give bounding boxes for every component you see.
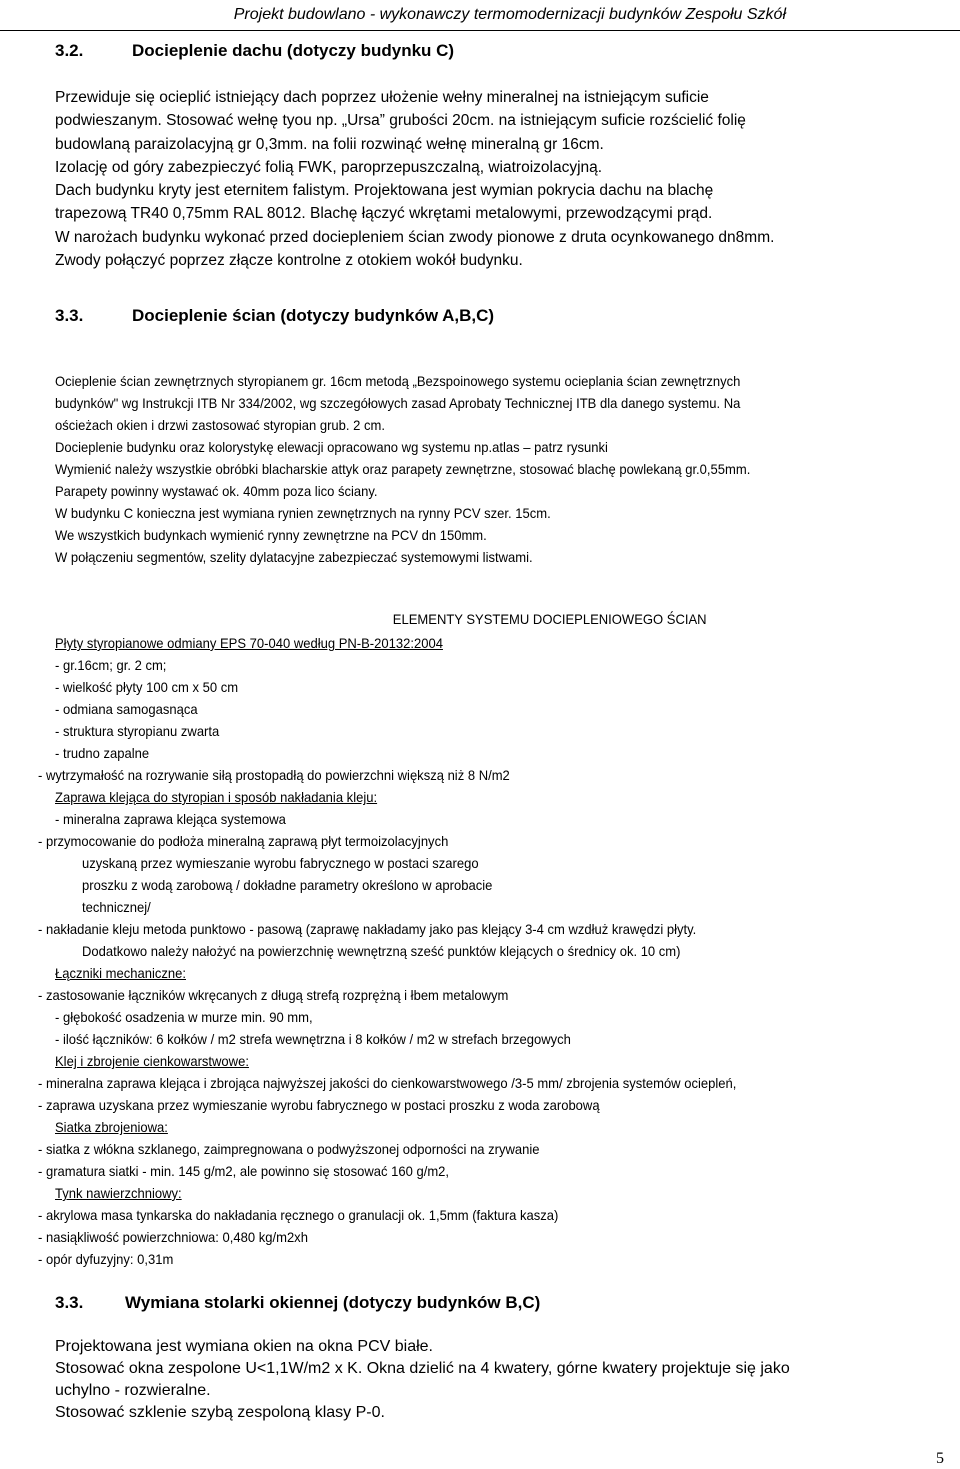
system-line: - głębokość osadzenia w murze min. 90 mm,: [55, 1009, 313, 1025]
roof-line: podwieszanym. Stosować wełnę tyou np. „Ursa” grubości 20cm. na istniejącym suficie rozścielić folię: [55, 112, 746, 130]
system-title-text: ELEMENTY SYSTEMU DOCIEPLENIOWEGO ŚCIAN: [393, 611, 707, 627]
roof-line: Izolację od góry zabezpieczyć folią FWK, paroprzepuszczalną, wiatroizolacyjną.: [55, 158, 603, 176]
system-title: [0, 611, 960, 627]
system-line: technicznej/: [82, 899, 151, 915]
walls-line: Ocieplenie ścian zewnętrznych styropianem gr. 16cm metodą „Bezspoinowego systemu ocieplania ścian zewnętrznych: [55, 373, 741, 389]
windows-line: Projektowana jest wymiana okien na okna PCV białe.: [55, 1338, 433, 1355]
system-line: - wytrzymałość na rozrywanie siłą prostopadłą do powierzchni większą niż 8 N/m2: [38, 767, 510, 783]
roof-line: W narożach budynku wykonać przed dociepleniem ścian zwody pionowe z druta ocynkowanego dn8mm.: [55, 228, 775, 246]
walls-line: W połączeniu segmentów, szelity dylatacyjne zabezpieczać systemowymi listwami.: [55, 549, 533, 565]
section-walls-heading: [55, 306, 494, 326]
walls-line: Parapety powinny wystawać ok. 40mm poza lico ściany.: [55, 483, 378, 499]
system-line: - siatka z włókna szklanego, zaimpregnowana o podwyższonej odporności na zrywanie: [38, 1141, 540, 1157]
system-line: - struktura styropianu zwarta: [55, 723, 220, 739]
page-number: 5: [936, 1450, 944, 1467]
section-windows-title: Wymiana stolarki okiennej (dotyczy budynków B,C): [125, 1293, 541, 1312]
system-line: Tynk nawierzchniowy:: [55, 1185, 182, 1201]
system-line: Zaprawa klejąca do styropian i sposób nakładania kleju:: [55, 789, 378, 805]
windows-line: Stosować okna zespolone U<1,1W/m2 x K. Okna dzielić na 4 kwatery, górne kwatery projektuje się jako: [55, 1360, 790, 1377]
section-windows-number: 3.3.: [55, 1293, 84, 1312]
roof-line: trapezową TR40 0,75mm RAL 8012. Blachę łączyć wkrętami metalowymi, przewodzącymi prąd.: [55, 205, 713, 223]
walls-line: budynków" wg Instrukcji ITB Nr 334/2002, wg szczegółowych zasad Aprobaty Technicznej ITB dla danego systemu. Na: [55, 395, 741, 411]
system-line: uzyskaną przez wymieszanie wyrobu fabrycznego w postaci szarego: [82, 855, 479, 871]
section-windows-body: [55, 1336, 955, 1424]
system-line: - gramatura siatki - min. 145 g/m2, ale powinno się stosować 160 g/m2,: [38, 1163, 450, 1179]
system-line: Łączniki mechaniczne:: [55, 965, 186, 981]
roof-line: Przewiduje się ocieplić istniejący dach poprzez ułożenie wełny mineralnej na istniejącym suficie: [55, 89, 709, 106]
system-line: Dodatkowo należy nałożyć na powierzchnię wewnętrzną sześć punktów klejących o średnicy ok. 10 cm): [82, 943, 681, 959]
section-roof-number: 3.2.: [55, 41, 84, 60]
system-line: - opór dyfuzyjny: 0,31m: [38, 1251, 174, 1267]
system-line: - trudno zapalne: [55, 745, 150, 761]
section-roof-body: [55, 86, 955, 272]
walls-line: W budynku C konieczna jest wymiana rynien zewnętrznych na rynny PCV szer. 15cm.: [55, 505, 551, 521]
walls-line: We wszystkich budynkach wymienić rynny zewnętrzne na PCV dn 150mm.: [55, 527, 487, 543]
windows-line: Stosować szklenie szybą zespoloną klasy P-0.: [55, 1404, 385, 1421]
system-line: - odmiana samogasnąca: [55, 701, 198, 717]
system-line: - zaprawa uzyskana przez wymieszanie wyrobu fabrycznego w postaci proszku z woda zarobową: [38, 1097, 600, 1113]
system-line: Siatka zbrojeniowa:: [55, 1119, 168, 1135]
system-line: - mineralna zaprawa klejąca systemowa: [55, 811, 286, 827]
header-title: Projekt budowlano - wykonawczy termomodernizacji budynków Zespołu Szkół: [233, 6, 786, 23]
system-line: Klej i zbrojenie cienkowarstwowe:: [55, 1053, 249, 1069]
roof-line: Zwody połączyć poprzez złącze kontrolne z otokiem wokół budynku.: [55, 252, 523, 270]
system-line: - zastosowanie łączników wkręcanych z długą strefą rozprężną i łbem metalowym: [38, 987, 509, 1003]
system-line: Płyty styropianowe odmiany EPS 70-040 według PN-B-20132:2004: [55, 635, 443, 651]
system-line: - wielkość płyty 100 cm x 50 cm: [55, 679, 239, 695]
system-line: - nasiąkliwość powierzchniowa: 0,480 kg/m2xh: [38, 1229, 308, 1245]
system-line: - mineralna zaprawa klejąca i zbrojąca najwyższej jakości do cienkowarstwowego /3-5 mm/ zbrojenia systemów ociepleń,: [38, 1075, 737, 1091]
section-walls-number: 3.3.: [55, 306, 84, 325]
section-roof-heading: [55, 41, 454, 61]
system-line: - gr.16cm; gr. 2 cm;: [55, 657, 167, 673]
system-line: - przymocowanie do podłoża mineralną zaprawą płyt termoizolacyjnych: [38, 833, 449, 849]
walls-line: Wymienić należy wszystkie obróbki blacharskie attyk oraz parapety zewnętrzne, stosować blachę powlekaną gr.0,55mm.: [55, 461, 751, 477]
walls-line: ościeżach okien i drzwi zastosować styropian grub. 2 cm.: [55, 417, 385, 433]
section-roof-title: Docieplenie dachu (dotyczy budynku C): [132, 41, 455, 60]
section-windows-heading: [55, 1293, 540, 1313]
roof-line: budowlaną paraizolacyjną gr 0,3mm. na folii rozwinąć wełnę mineralną gr 16cm.: [55, 135, 604, 153]
system-line: - ilość łączników: 6 kołków / m2 strefa wewnętrzna i 8 kołków / m2 w strefach brzegowych: [55, 1031, 571, 1047]
windows-line: uchylno - rozwieralne.: [55, 1382, 211, 1399]
roof-line: Dach budynku kryty jest eternitem falistym. Projektowana jest wymian pokrycia dachu na blachę: [55, 182, 714, 200]
page-header: [0, 4, 960, 31]
system-line: - akrylowa masa tynkarska do nakładania ręcznego o granulacji ok. 1,5mm (faktura kasza): [38, 1207, 559, 1223]
section-walls-title: Docieplenie ścian (dotyczy budynków A,B,C): [132, 306, 495, 325]
system-line: proszku z wodą zarobową / dokładne parametry określono w aprobacie: [82, 877, 493, 893]
section-walls-body: [55, 370, 955, 568]
system-line: - nakładanie kleju metoda punktowo - pasową (zaprawę nakładamy jako pas klejący 3-4 cm wzdłuż krawędzi płyty.: [38, 921, 697, 937]
walls-line: Docieplenie budynku oraz kolorystykę elewacji opracowano wg systemu np.atlas – patrz rysunki: [55, 439, 608, 455]
